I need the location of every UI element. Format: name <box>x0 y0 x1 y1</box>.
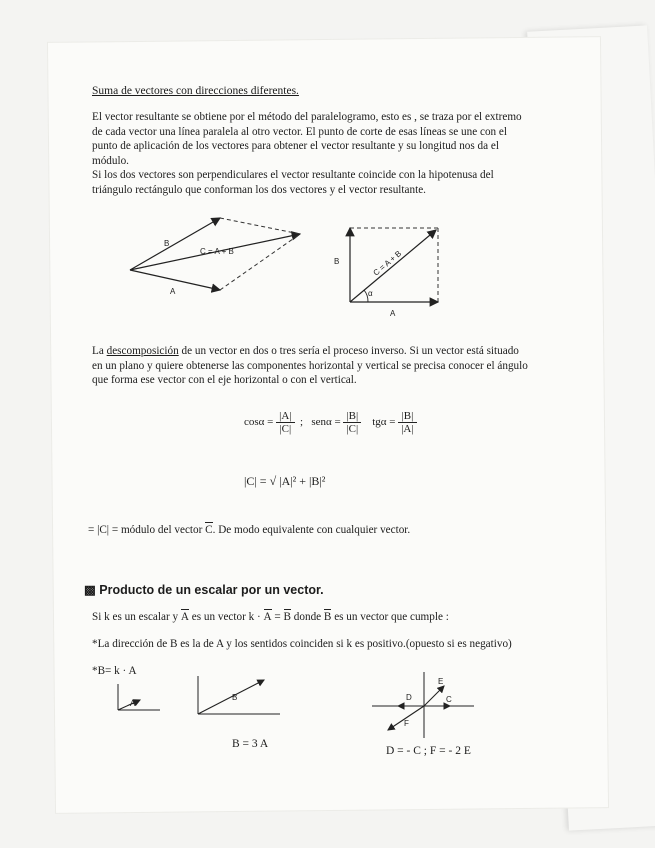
vector-a-label: A <box>130 699 136 708</box>
vector-e-label: E <box>438 677 444 686</box>
scalar-definition <box>92 610 542 625</box>
heading-text: Producto de un escalar por un vector. <box>99 583 324 597</box>
vector-b-label: B <box>164 239 170 248</box>
section-title: Suma de vectores con direcciones diferentes. <box>92 85 299 97</box>
paragraph-decomposition <box>92 344 532 388</box>
vector-c-label: C = A + B <box>200 247 234 256</box>
paragraph-parallelogram: El vector resultante se obtiene por el método del paralelogramo, esto es , se traza por el extremo de cada vector una línea paralela al otro vector. El punto de corte de esas líneas se une con el punto de aplicación de los vectores para obtener el vector resultante y su longitud nos da el módulo. <box>92 111 522 167</box>
vector-f-label: F <box>404 719 409 728</box>
modulus-rhs: √ |A|² + |B|² <box>269 474 326 488</box>
sen-fraction <box>343 410 361 435</box>
bullet-icon: ▩ <box>84 583 100 597</box>
text-fragment: es un vector k · <box>188 611 264 623</box>
scalar-formula: *B= k · A <box>92 665 137 677</box>
modulus-note <box>88 523 538 538</box>
underlined-term: descomposición <box>106 345 179 357</box>
section-heading <box>84 582 324 597</box>
scalar-multiplication-figure <box>100 672 300 732</box>
text-fragment: . De modo equivalente con cualquier vector. <box>212 524 411 536</box>
denominator: |C| <box>346 423 359 435</box>
vector-a-label: A <box>390 309 396 318</box>
cos-fraction <box>276 410 294 435</box>
modulus-lhs: |C| = <box>244 474 267 488</box>
vector-a-label: A <box>170 287 176 296</box>
denominator: |A| <box>401 423 414 435</box>
vector-b-label: B <box>232 693 238 702</box>
text-fragment: de un vector en dos o tres sería el proceso inverso. Si un vector está situado en un plano y quiere obtenerse las componentes horizontal y vertical se precisa conocer el ángulo que forma ese vector con el eje horizontal o con el vertical. <box>92 345 528 387</box>
text-fragment: = |C| = módulo del vector <box>88 524 206 536</box>
right-triangle-figure <box>330 222 450 322</box>
separator: ; <box>300 416 304 429</box>
text-fragment: = <box>271 611 284 623</box>
trig-formulas <box>244 410 417 435</box>
vector-symbol: B <box>323 611 332 623</box>
vector-c-label: C <box>446 695 452 704</box>
tg-label: tgα = <box>372 416 396 429</box>
paragraph-perpendicular: Si los dos vectores son perpendiculares el vector resultante coincide con la hipotenusa del triángulo rectángulo que conforman los dos vectores y el vector resultante. <box>92 169 494 196</box>
vector-b-label: B <box>334 257 340 266</box>
vector-symbol: C <box>205 524 213 536</box>
modulus-formula <box>244 474 325 489</box>
scalar-caption: B = 3 A <box>232 738 269 750</box>
opposite-caption: D = - C ; F = - 2 E <box>386 745 471 757</box>
numerator: |B| <box>398 410 416 423</box>
numerator: |A| <box>276 410 294 423</box>
text-fragment: La <box>92 345 107 357</box>
sen-label: senα = <box>311 416 341 429</box>
vector-symbol: A <box>263 611 272 623</box>
angle-label: α <box>368 289 373 298</box>
text-fragment: donde <box>290 611 324 623</box>
vector-symbol: A <box>180 611 189 623</box>
opposite-vectors-figure <box>368 670 478 740</box>
vector-c-label: C = A + B <box>371 248 404 278</box>
vector-symbol: B <box>283 611 291 623</box>
vector-d-label: D <box>406 693 412 702</box>
numerator: |B| <box>343 410 361 423</box>
scalar-direction-rule: *La dirección de B es la de A y los sentidos coinciden si k es positivo.(opuesto si es negativo) <box>92 638 512 650</box>
tg-fraction <box>398 410 416 435</box>
denominator: |C| <box>279 423 292 435</box>
parallelogram-figure <box>120 210 320 300</box>
cos-label: cosα = <box>244 416 274 429</box>
text-fragment: Si k es un escalar y <box>92 611 181 623</box>
text-fragment: es un vector que cumple : <box>331 611 449 623</box>
